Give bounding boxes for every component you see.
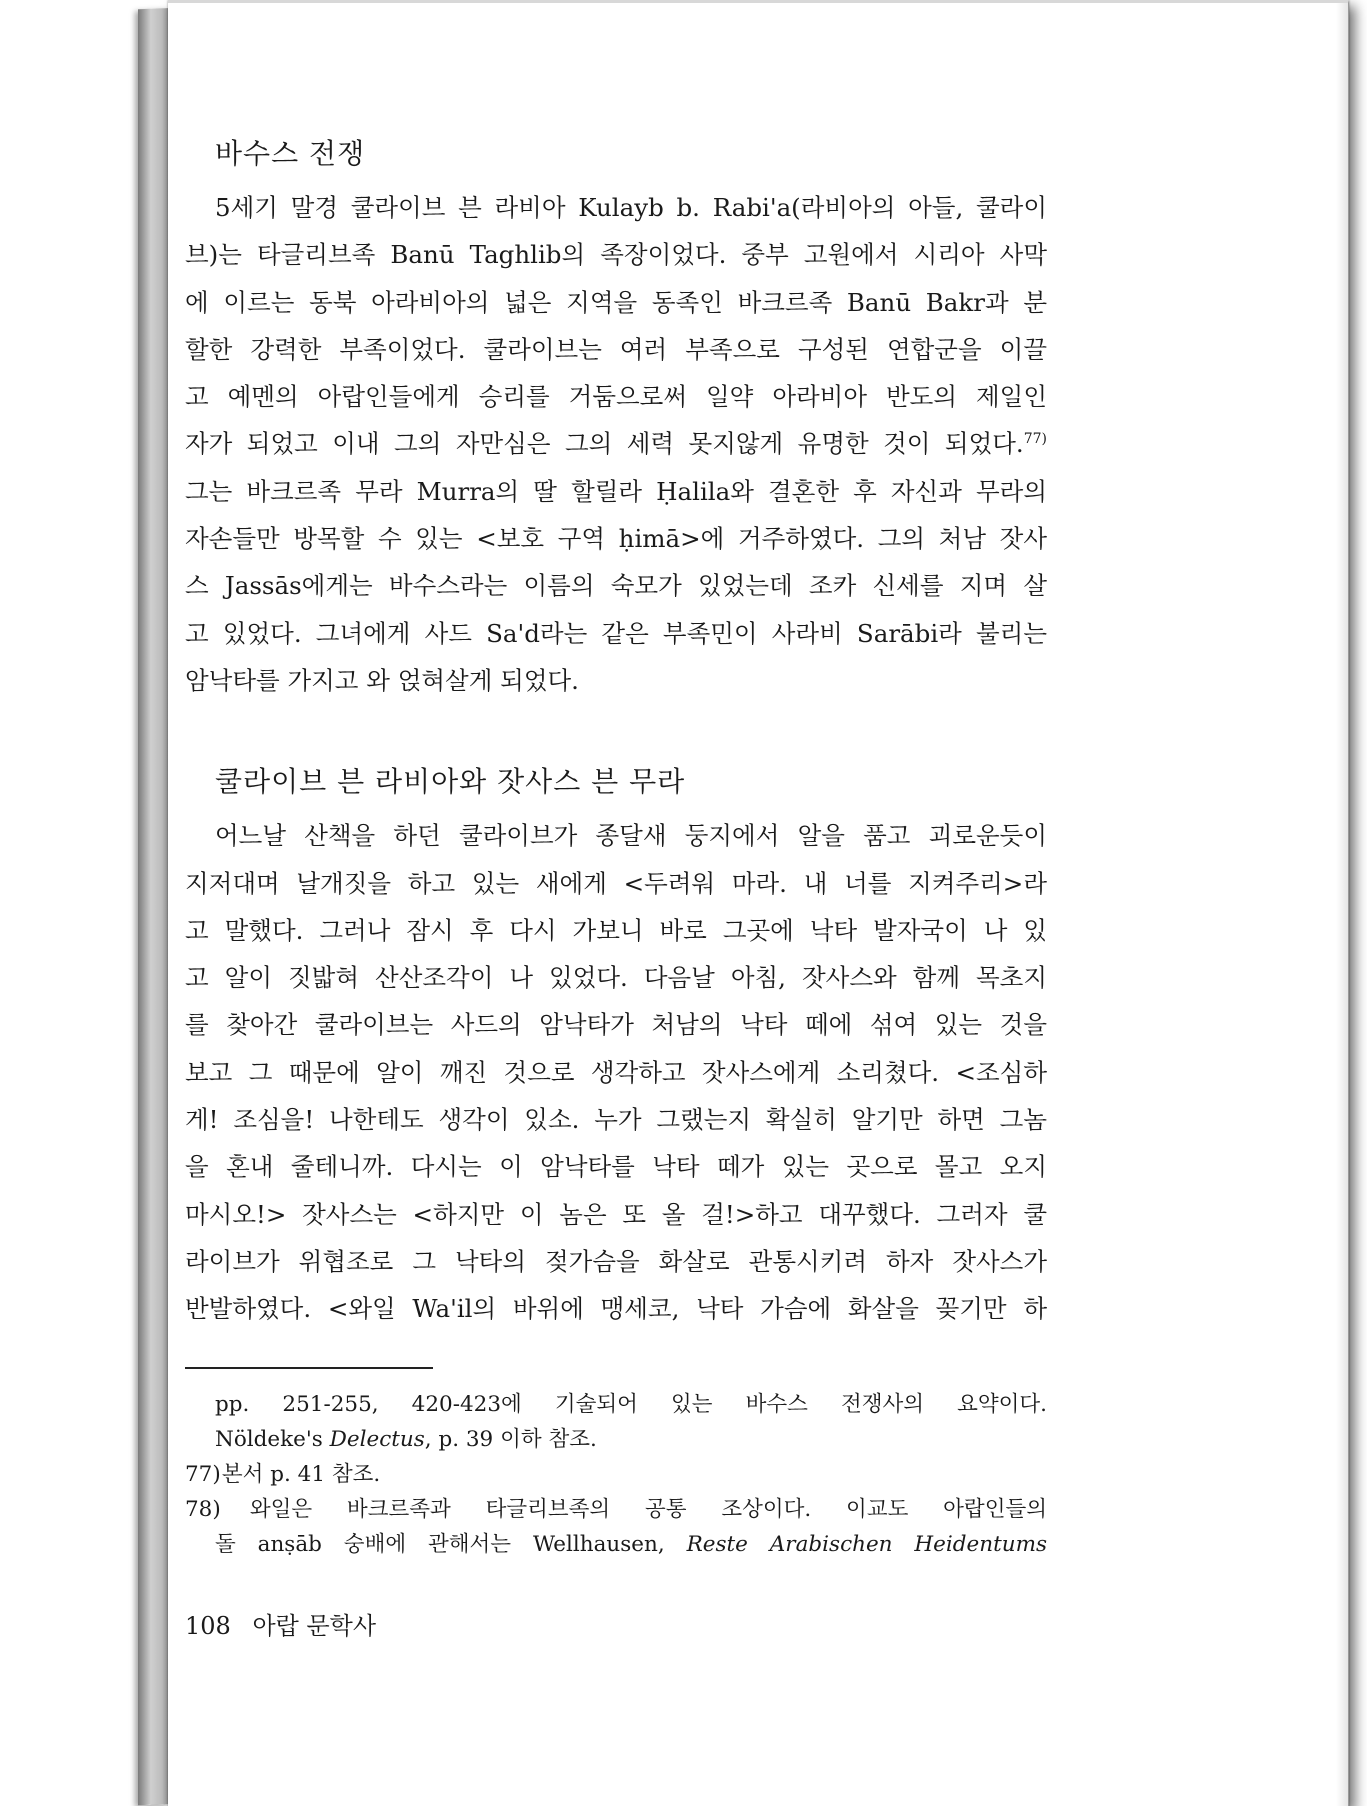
- footnote-line: [185, 1422, 1047, 1457]
- paragraph: [185, 812, 1047, 1332]
- book-spine: [138, 8, 170, 1805]
- text-line: 암낙타를 가지고 와 얹혀살게 되었다.: [185, 665, 579, 695]
- footnotes: [185, 1387, 1047, 1562]
- footnote-77: [185, 1457, 1047, 1492]
- footnote-ref: 77): [1023, 431, 1047, 448]
- text-line: 고 말했다. 그러나 잠시 후 다시 가보니 바로 그곳에 낙타 발자국이 나 있: [185, 915, 1047, 945]
- text-line: 고 예멘의 아랍인들에게 승리를 거둠으로써 일약 아라비아 반도의 제일인: [185, 382, 1047, 412]
- text-line: 스 Jassās에게는 바수스라는 이름의 숙모가 있었는데 조카 신세를 지며 살: [185, 571, 1047, 601]
- text-line: 반발하였다. <와일 Wa'il의 바위에 맹세코, 낙타 가슴에 화살을 꽂기만 하: [185, 1294, 1047, 1324]
- page-content: [185, 132, 1047, 1562]
- book-title-italic: Delectus: [329, 1426, 425, 1452]
- footnote-line: [185, 1457, 1047, 1492]
- footnote-text: 와일은 바크르족과 타글리브족의 공통 조상이다. 이교도 아랍인들의: [249, 1496, 1047, 1522]
- page-number: 108: [185, 1612, 231, 1640]
- text-line: 할한 강력한 부족이었다. 쿨라이브는 여러 부족으로 구성된 연합군을 이끌: [185, 334, 1047, 364]
- text-segment: , p. 39 이하 참조.: [424, 1426, 597, 1452]
- text-line: 자손들만 방목할 수 있는 <보호 구역 ḥimā>에 거주하였다. 그의 처남 잣사: [185, 524, 1047, 554]
- section-kulayb-jassas: [185, 760, 1047, 1332]
- text-line: 지저대며 날개짓을 하고 있는 새에게 <두려워 마라. 내 너를 지켜주리>라: [185, 868, 1047, 898]
- text-line: 보고 그 때문에 알이 깨진 것으로 생각하고 잣사스에게 소리쳤다. <조심하: [185, 1057, 1047, 1087]
- text-line: 5세기 말경 쿨라이브 븐 라비아 Kulayb b. Rabi'a(라비아의 아들, 쿨라이: [215, 193, 1047, 222]
- footnote-text: 본서 p. 41 참조.: [221, 1461, 381, 1487]
- footnote-line: [185, 1492, 1047, 1527]
- text-line: 어느날 산책을 하던 쿨라이브가 종달새 둥지에서 알을 품고 괴로운듯이: [215, 821, 1047, 851]
- footnote-number: 78): [185, 1496, 221, 1522]
- paragraph: [185, 184, 1047, 704]
- section-heading: 쿨라이브 븐 라비아와 잣사스 븐 무라: [215, 765, 686, 799]
- text-line: 그는 바크르족 무라 Murra의 딸 할릴라 Ḥalila와 결혼한 후 자신과 무라의: [185, 476, 1047, 506]
- text-line: 에 이르는 동북 아라비아의 넓은 지역을 동족인 바크르족 Banū Bakr과 분: [185, 287, 1047, 317]
- footnote-rule: [185, 1367, 433, 1369]
- text-segment: 돌 anṣāb 숭배에 관해서는 Wellhausen,: [215, 1531, 687, 1557]
- text-segment: Nöldeke's: [215, 1426, 330, 1452]
- text-line: 를 찾아간 쿨라이브는 사드의 암낙타가 처남의 낙타 떼에 섞여 있는 것을: [185, 1010, 1047, 1040]
- running-title: 아랍 문학사: [252, 1612, 377, 1640]
- page-footer: [185, 1606, 376, 1641]
- text-line: 브)는 타글리브족 Banū Taghlib의 족장이었다. 중부 고원에서 시리아 사막: [185, 240, 1047, 270]
- section-basus-war: [185, 132, 1047, 704]
- footnote-78: [185, 1492, 1047, 1562]
- text-line: [185, 420, 1047, 467]
- text-line: 고 알이 짓밟혀 산산조각이 나 있었다. 다음날 아침, 잣사스와 함께 목초지: [185, 963, 1047, 993]
- text-line: 을 혼내 줄테니까. 다시는 이 암낙타를 낙타 떼가 있는 곳으로 몰고 오지: [185, 1152, 1047, 1182]
- footnote-number: 77): [185, 1461, 221, 1487]
- book-title-italic: Reste Arabischen Heidentums: [686, 1531, 1047, 1557]
- text-line: 마시오!> 잣사스는 <하지만 이 놈은 또 올 걸!>하고 대꾸했다. 그러자 쿨: [185, 1199, 1047, 1229]
- text-segment: 자가 되었고 이내 그의 자만심은 그의 세력 못지않게 유명한 것이 되었다.: [185, 429, 1024, 459]
- text-line: 고 있었다. 그녀에게 사드 Sa'd라는 같은 부족민이 사라비 Sarābi라 불리는: [185, 618, 1047, 648]
- footnote-continued: [185, 1387, 1047, 1457]
- page-edge: [1336, 3, 1348, 1806]
- text-line: 게! 조심을! 나한테도 생각이 있소. 누가 그랬는지 확실히 알기만 하면 그놈: [185, 1105, 1047, 1135]
- text-line: 라이브가 위협조로 그 낙타의 젖가슴을 화살로 관통시키려 하자 잣사스가: [185, 1246, 1047, 1276]
- section-heading: 바수스 전쟁: [215, 137, 366, 170]
- footnote-line: [185, 1527, 1047, 1562]
- footnote-line: pp. 251-255, 420-423에 기술되어 있는 바수스 전쟁사의 요약이다.: [215, 1391, 1047, 1417]
